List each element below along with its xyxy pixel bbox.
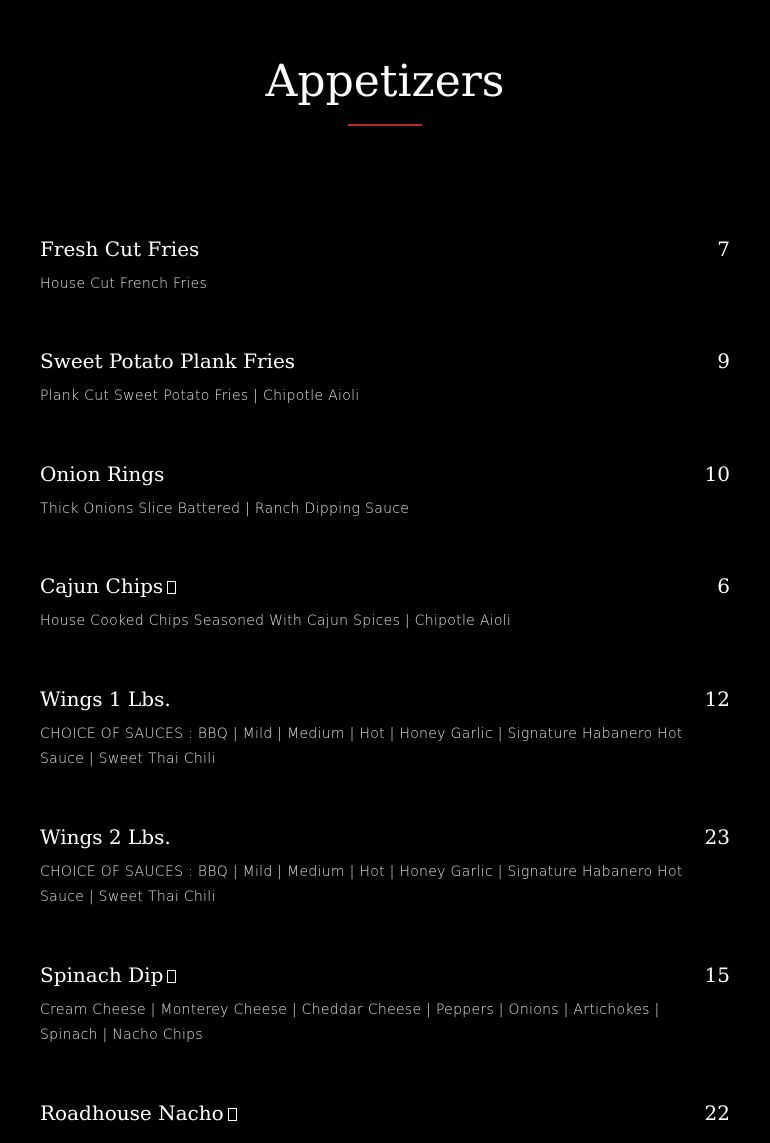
item-description: House Cut French Fries (40, 276, 208, 292)
item-price: 9 (717, 349, 730, 373)
item-description: Plank Cut Sweet Potato Fries | Chipotle Aioli (40, 388, 360, 404)
menu-item-onion-rings (40, 459, 730, 522)
dietary-icon (167, 970, 176, 983)
item-name: Roadhouse Nacho (40, 1098, 237, 1128)
item-name: Spinach Dip (40, 960, 176, 990)
item-price: 6 (717, 574, 730, 598)
item-price: 10 (704, 462, 730, 486)
menu-item-fresh-cut-fries (40, 234, 730, 297)
item-description: Thick Onions Slice Battered | Ranch Dipping Sauce (40, 501, 410, 517)
item-price: 7 (717, 237, 730, 261)
menu-item-roadhouse-nacho (40, 1098, 730, 1136)
item-name: Wings 2 Lbs. (40, 825, 171, 849)
menu-item-cajun-chips (40, 571, 730, 634)
item-price: 12 (704, 687, 730, 711)
menu-item-sweet-potato-plank-fries (40, 346, 730, 409)
dietary-icon (167, 581, 176, 594)
item-name: Onion Rings (40, 462, 165, 486)
item-description: Cream Cheese | Monterey Cheese | Cheddar Cheese | Peppers | Onions | Artichokes | Spinach | Nacho Chips (40, 1002, 660, 1043)
item-name: Cajun Chips (40, 571, 176, 601)
menu-item-spinach-dip (40, 960, 730, 1048)
page-title: Appetizers (265, 56, 505, 107)
menu-item-wings-2-lbs (40, 822, 730, 910)
item-name: Wings 1 Lbs. (40, 687, 171, 711)
item-description: House Cooked Chips Seasoned With Cajun Spices | Chipotle Aioli (40, 613, 512, 629)
item-name: Fresh Cut Fries (40, 237, 200, 261)
item-price: 15 (704, 963, 730, 987)
item-description: CHOICE OF SAUCES : BBQ | Mild | Medium | Hot | Honey Garlic | Signature Habanero Hot Sauce | Sweet Thai Chili (40, 726, 683, 767)
item-price: 22 (704, 1101, 730, 1125)
item-description: CHOICE OF SAUCES : BBQ | Mild | Medium | Hot | Honey Garlic | Signature Habanero Hot Sauce | Sweet Thai Chili (40, 864, 683, 905)
item-name: Sweet Potato Plank Fries (40, 349, 296, 373)
item-price: 23 (704, 825, 730, 849)
title-divider (348, 124, 422, 126)
dietary-icon (228, 1108, 237, 1121)
menu-item-wings-1-lbs (40, 684, 730, 772)
